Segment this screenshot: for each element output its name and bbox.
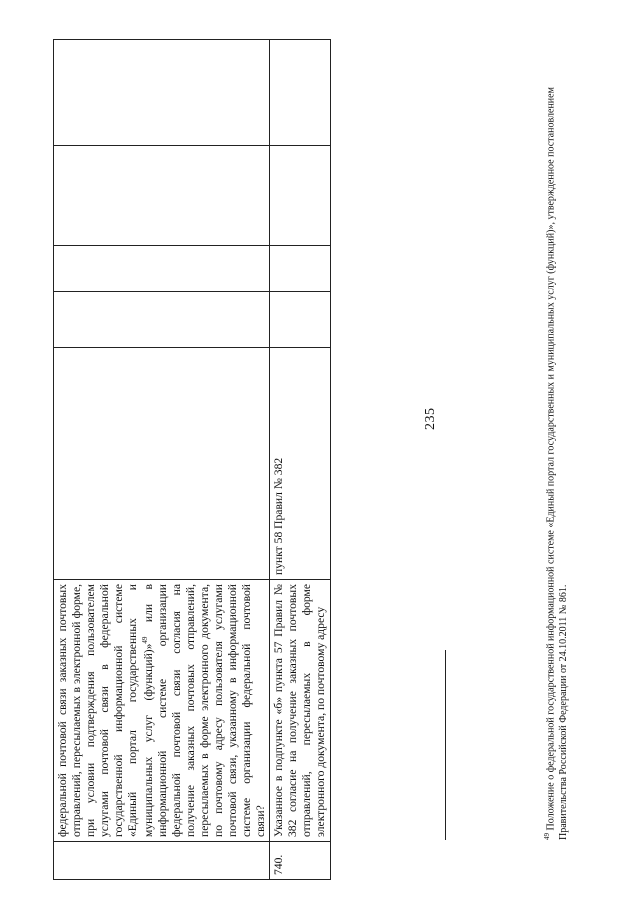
reference-cell: пункт 58 Правил № 382 [270, 348, 331, 580]
question-cell: Указанное в подпункте «б» пункта 57 Правил № 382 согласие на получение заказных почтовых отправлений, пересылаемых в форме электронного документа, по почтовому адресу [270, 580, 331, 842]
empty-cell [54, 146, 270, 246]
page-number: 235 [423, 407, 438, 430]
row-number [54, 842, 270, 880]
rotated-page-content [33, 30, 593, 890]
empty-cell [54, 246, 270, 292]
question-cell [54, 580, 270, 842]
table-row [54, 40, 270, 880]
question-text: федеральной почтовой связи заказных почтовых отправлений, пересылаемых в электронной форме, при условии подтверждения пользователем услугами почтовой связи в федеральной государственной информационной системе «Единый портал государственных и муниципальных услуг (функций)» [56, 584, 156, 837]
empty-cell [54, 40, 270, 146]
footnote-marker: 49 [543, 833, 551, 840]
table-row [270, 40, 331, 880]
footnote-text: Положение о федеральной государственной информационной системе «Единый портал государственных и муниципальных услуг (функций)», утвержденное постановлением Правительства Российской Федерации от 24.10.2011 № 861. [545, 87, 569, 840]
empty-cell [270, 146, 331, 246]
footnote-ref: 49 [141, 636, 150, 644]
reference-cell [54, 348, 270, 580]
row-number: 740. [270, 842, 331, 880]
question-text-cont: или в информационной системе организации федеральной почтовой связи согласия на получение заказных почтовых отправлений, пересылаемых в форме электронного документа, по почтовому адресу пользователя услугами почтовой связи, указанному в информационной системе организации федеральной почтовой связи? [142, 584, 267, 837]
empty-cell [270, 246, 331, 292]
empty-cell [270, 40, 331, 146]
empty-cell [270, 292, 331, 348]
footnote-divider [445, 650, 446, 840]
empty-cell [54, 292, 270, 348]
checklist-table [53, 39, 331, 880]
footnote [541, 60, 570, 840]
